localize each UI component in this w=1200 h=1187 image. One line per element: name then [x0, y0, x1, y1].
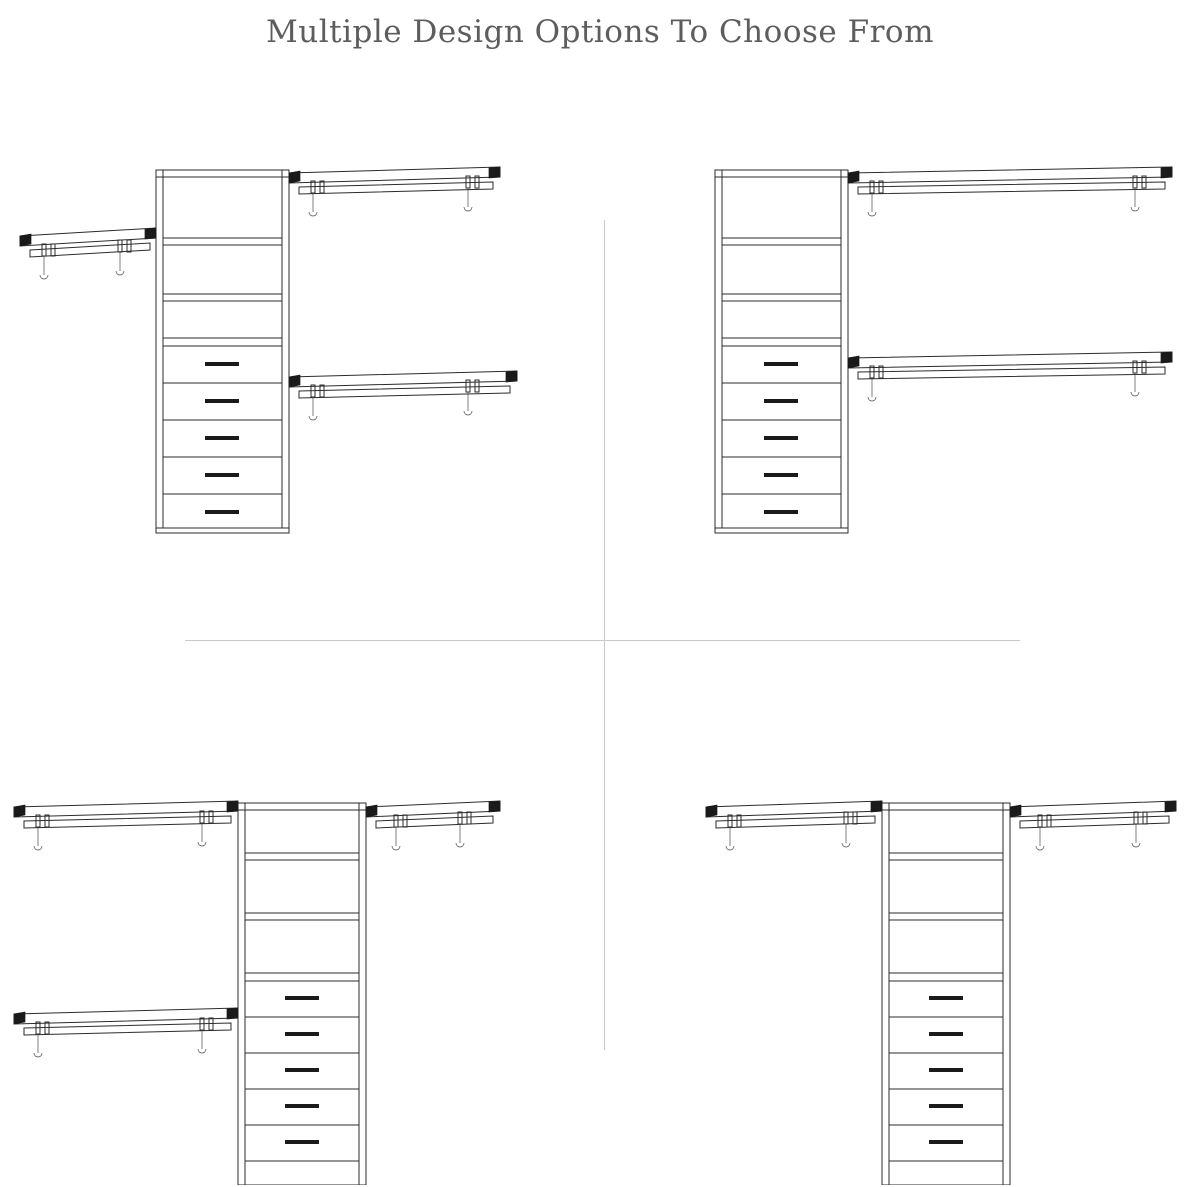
right-upper-shelf-unit: [848, 167, 1172, 216]
design-option-bottom-left[interactable]: [0, 785, 560, 1185]
closet-diagram-option-1: [0, 150, 560, 550]
right-upper-shelf-unit: [1010, 801, 1176, 850]
design-option-top-left[interactable]: [0, 150, 560, 550]
right-upper-shelf-unit: [366, 801, 500, 850]
left-lower-shelf-unit: [14, 1008, 238, 1057]
design-option-top-right[interactable]: [660, 150, 1200, 550]
tower: [156, 170, 289, 533]
right-upper-shelf-unit: [289, 167, 500, 216]
right-lower-shelf-unit: [848, 352, 1172, 401]
left-upper-shelf-unit: [706, 801, 882, 850]
tower: [238, 803, 366, 1185]
left-upper-shelf-unit: [14, 801, 238, 850]
tower-drawers: [889, 981, 1003, 1161]
right-lower-shelf-unit: [289, 371, 517, 420]
closet-diagram-option-4: [660, 785, 1200, 1185]
page-title: Multiple Design Options To Choose From: [266, 14, 934, 50]
closet-diagram-option-2: [660, 150, 1200, 550]
tower-drawers: [245, 981, 359, 1161]
tower: [715, 170, 848, 533]
vertical-divider: [604, 220, 605, 1050]
left-shelf-unit: [20, 228, 156, 279]
horizontal-divider: [185, 640, 1020, 641]
tower: [882, 803, 1010, 1185]
closet-diagram-option-3: [0, 785, 560, 1185]
design-option-bottom-right[interactable]: [660, 785, 1200, 1185]
tower-drawers: [722, 346, 841, 531]
tower-drawers: [163, 346, 282, 531]
